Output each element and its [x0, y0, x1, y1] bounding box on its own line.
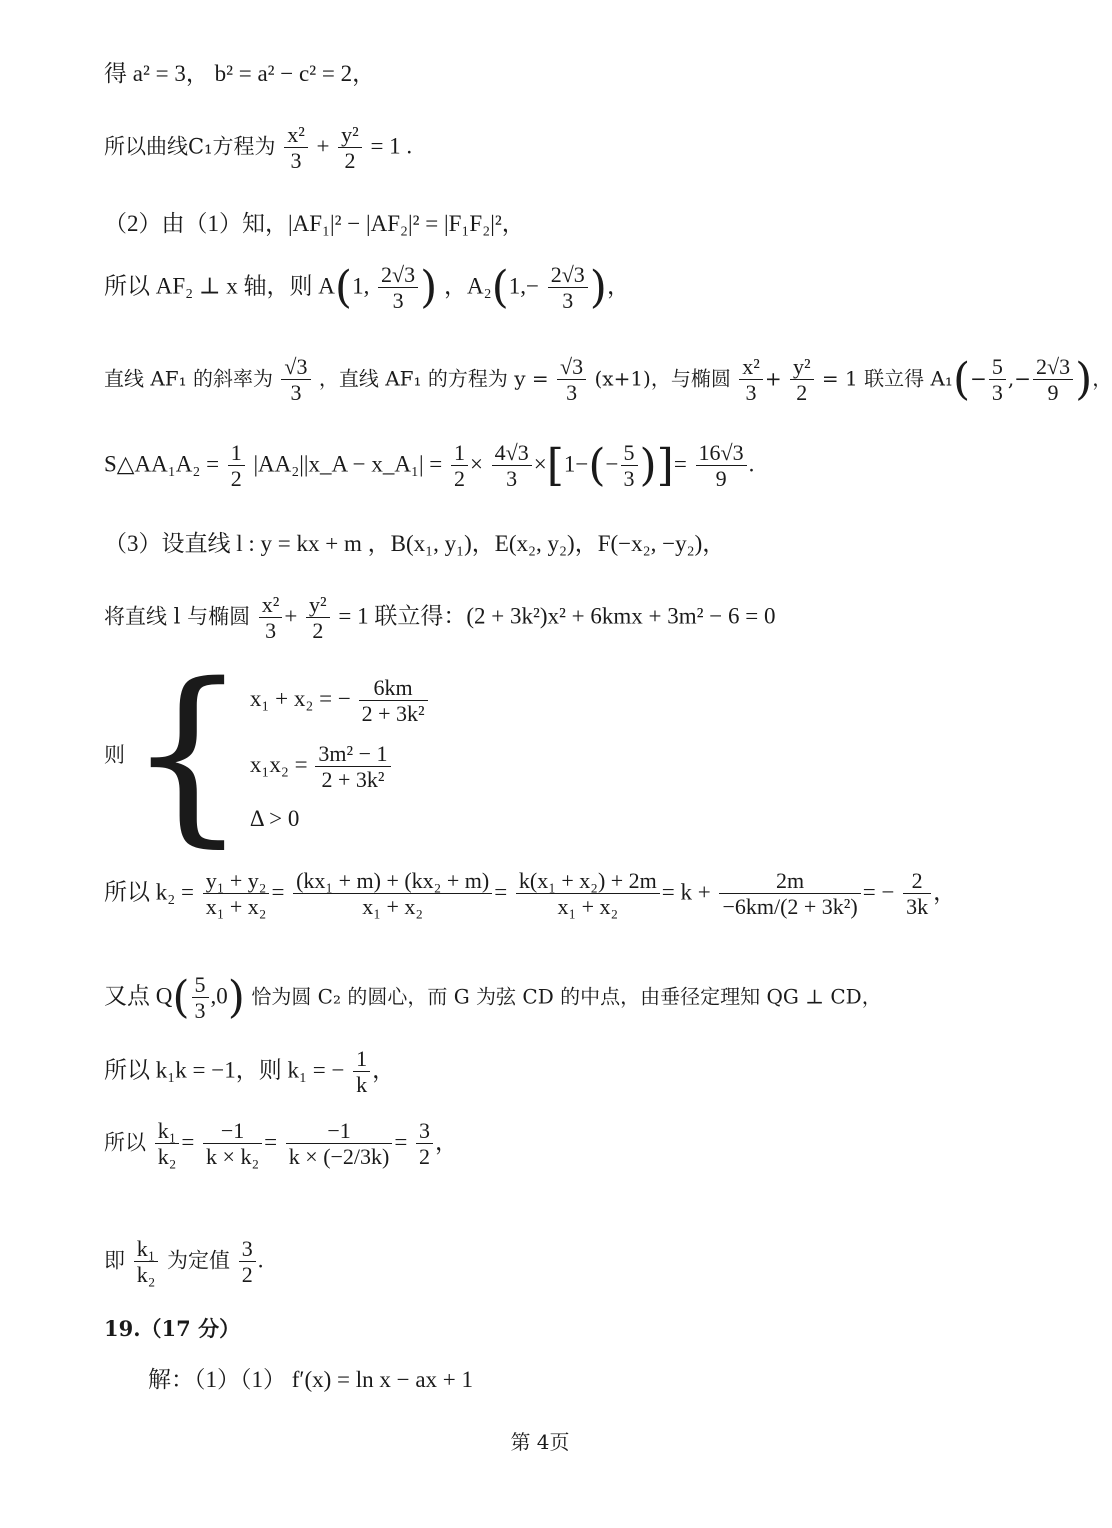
text: (x+1)，与椭圆: [594, 366, 731, 391]
text: = 1 联立得：(2 + 3k²)x² + 6kmx + 3m² − 6 = 0: [338, 603, 776, 629]
fraction: $\frac{1}{2}$: [228, 440, 245, 492]
fraction: $\frac{\text{3m² − 1}}{\text{2 + 3k²}}$: [315, 741, 390, 793]
text: 恰为圆 C₂ 的圆心，而 G 为弦 CD 的中点，由垂径定理知 QG ⊥ CD，: [251, 984, 882, 1009]
text: S△AA₁A₂ =: [104, 451, 220, 477]
fraction: $\frac{2}{3k}$: [903, 868, 931, 920]
line-area: S△AA₁A₂ = $\frac{1}{2}$ |AA₂||x_A − x_A₁| = $\frac{1}{2}$ × $\frac{4√3}{3}$ ×[1−(− $\frac{5}{3}$ )]= $\frac{16√3}{9}$ .: [104, 439, 755, 492]
fraction: $\frac{2√3}{3}$: [378, 262, 418, 314]
text: |AA₂||x_A − x_A₁| =: [253, 451, 443, 477]
fraction: $\frac{\text{k₁}}{\text{k₂}}$: [155, 1118, 180, 1170]
fraction: $\frac{-1}{k \times (-2/3k)}$: [286, 1118, 393, 1170]
fraction: $\frac{2m}{\text{−6km/(2 + 3k²)}}$: [719, 868, 860, 920]
fraction: $\frac{\text{k(x₁ + x₂) + 2m}}{\text{x₁ + x₂}}$: [516, 868, 660, 920]
fraction: $\frac{\text{y²}}{2}$: [338, 122, 362, 174]
text: 则: [104, 742, 125, 767]
line-part2-intro: （2）由（1）知，|AF₁|² − |AF₂|² = |F₁F₂|²，: [104, 211, 525, 236]
system-row: Δ > 0: [249, 806, 300, 832]
line-a2-b2: 得 a² = 3， b² = a² − c² = 2，: [104, 61, 376, 86]
fraction: $\frac{5}{3}$: [989, 354, 1006, 406]
fraction: $\frac{2√3}{9}$: [1033, 354, 1073, 406]
fraction: $\frac{\text{x²}}{3}$: [259, 592, 283, 644]
line-ratio: 所以 $\frac{\text{k₁}}{\text{k₂}}$ = $\frac{-1}{\text{k × k₂}}$ = $\frac{-1}{k \times (-2/3k)}$ = $\frac{3}{2}$ ，: [104, 1118, 459, 1170]
fraction: $\frac{3}{2}$: [416, 1118, 433, 1170]
line-af1-slope: 直线 AF₁ 的斜率为 $\frac{√3}{3}$ ，直线 AF₁ 的方程为 y = $\frac{√3}{3}$ (x+1)，与椭圆 $\frac{\text{x²}}{3}$ + $\frac{\text{y²}}{2}$ = 1 联立得 A₁(− $\frac{5}{3}$ ,− $\frac{2√3}{9}$ )，: [104, 353, 1112, 406]
line-circle-center: 又点 Q( $\frac{5}{3}$ ,0) 恰为圆 C₂ 的圆心，而 G 为弦 CD 的中点，由垂径定理知 QG ⊥ CD，: [104, 971, 882, 1024]
fraction: $\frac{-1}{\text{k × k₂}}$: [203, 1118, 262, 1170]
text: 又点 Q: [104, 983, 173, 1009]
text: ，A₂: [443, 273, 492, 299]
text: 为定值: [167, 1248, 231, 1273]
text: 将直线 l 与椭圆: [104, 604, 251, 629]
fraction: $\frac{5}{3}$: [621, 440, 638, 492]
fraction: $\frac{1}{k}$: [353, 1046, 370, 1098]
fraction: $\frac{16√3}{9}$: [696, 440, 747, 492]
line-k1: 所以 k₁k = −1，则 k₁ = − $\frac{1}{k}$ ，: [104, 1046, 396, 1098]
fraction: $\frac{√3}{3}$: [281, 354, 310, 406]
line-part3-setup: （3）设直线 l : y = kx + m ，B(x₁, y₁)，E(x₂, y₂)，F(−x₂, −y₂)，: [104, 531, 726, 556]
text: 所以 AF₂ ⊥ x 轴，则 A: [104, 273, 335, 299]
question-19-heading: 19.（17 分）: [104, 1316, 241, 1341]
text: 所以曲线C₁方程为: [104, 134, 276, 159]
fraction: $\frac{\text{x²}}{3}$: [739, 354, 763, 406]
page-number: 第 4页: [510, 1430, 570, 1454]
line-solution-start: 解：（1）（1） f′(x) = ln x − ax + 1: [148, 1367, 474, 1392]
line-k2: 所以 k₂ = $\frac{\text{y₁ + y₂}}{\text{x₁ + x₂}}$ = $\frac{\text{(kx₁ + m) + (kx₂ + m)}}{\text{x₁ + x₂}}$ = $\frac{\text{k(x₁ + x₂) + 2m}}{\text{x₁ + x₂}}$ = k + $\frac{2m}{\text{−6km/(2 + 3k²)}}$ = − $\frac{2}{3k}$ ，: [104, 868, 957, 920]
fraction: $\frac{2√3}{3}$: [548, 262, 588, 314]
line-combine: 将直线 l 与椭圆 $\frac{\text{x²}}{3}$ + $\frac{\text{y²}}{2}$ = 1 联立得：(2 + 3k²)x² + 6kmx + 3m² − 6 = 0: [104, 592, 776, 644]
fraction: $\frac{3}{2}$: [239, 1236, 256, 1288]
text: = 1 .: [370, 133, 413, 159]
text: 所以 k₁k = −1，则 k₁ = −: [104, 1057, 345, 1083]
text: 直线 AF₁ 的斜率为: [104, 366, 274, 391]
fraction: $\frac{1}{2}$: [451, 440, 468, 492]
fraction: $\frac{√3}{3}$: [557, 354, 586, 406]
fraction: $\frac{6km}{\text{2 + 3k²}}$: [359, 675, 428, 727]
fraction: $\frac{\text{x²}}{3}$: [284, 122, 308, 174]
fraction: $\frac{\text{(kx₁ + m) + (kx₂ + m)}}{\text{x₁ + x₂}}$: [293, 868, 492, 920]
text: ，直线 AF₁ 的方程为 y =: [318, 366, 549, 391]
fraction: $\frac{\text{k₁}}{\text{k₂}}$: [134, 1236, 159, 1288]
line-constant: 即 $\frac{\text{k₁}}{\text{k₂}}$ 为定值 $\frac{3}{2}$ .: [104, 1236, 264, 1288]
brace: {: [127, 643, 248, 864]
fraction: $\frac{4√3}{3}$: [492, 440, 532, 492]
equation-system: [104, 643, 430, 864]
fraction: $\frac{\text{y²}}{2}$: [790, 354, 814, 406]
system-row: x₁x₂ = $\frac{\text{3m² − 1}}{\text{2 + 3k²}}$: [250, 741, 430, 793]
system-row: x₁ + x₂ = − $\frac{6km}{\text{2 + 3k²}}$: [250, 675, 430, 727]
fraction: $\frac{5}{3}$: [192, 972, 209, 1024]
text: 所以: [104, 1130, 146, 1155]
fraction: $\frac{\text{y²}}{2}$: [306, 592, 330, 644]
text: 即: [104, 1248, 125, 1273]
text: = 1 联立得 A₁: [821, 366, 953, 391]
fraction: $\frac{\text{y₁ + y₂}}{\text{x₁ + x₂}}$: [203, 868, 270, 920]
line-af2-perp: 所以 AF₂ ⊥ x 轴，则 A(1, $\frac{2√3}{3}$ ) ，A₂(1,− $\frac{2√3}{3}$ )，: [104, 261, 630, 314]
line-c1-equation: 所以曲线C₁方程为 $\frac{\text{x²}}{3}$ + $\frac{\text{y²}}{2}$ = 1 .: [104, 122, 413, 174]
text: 所以 k₂ =: [104, 879, 194, 905]
